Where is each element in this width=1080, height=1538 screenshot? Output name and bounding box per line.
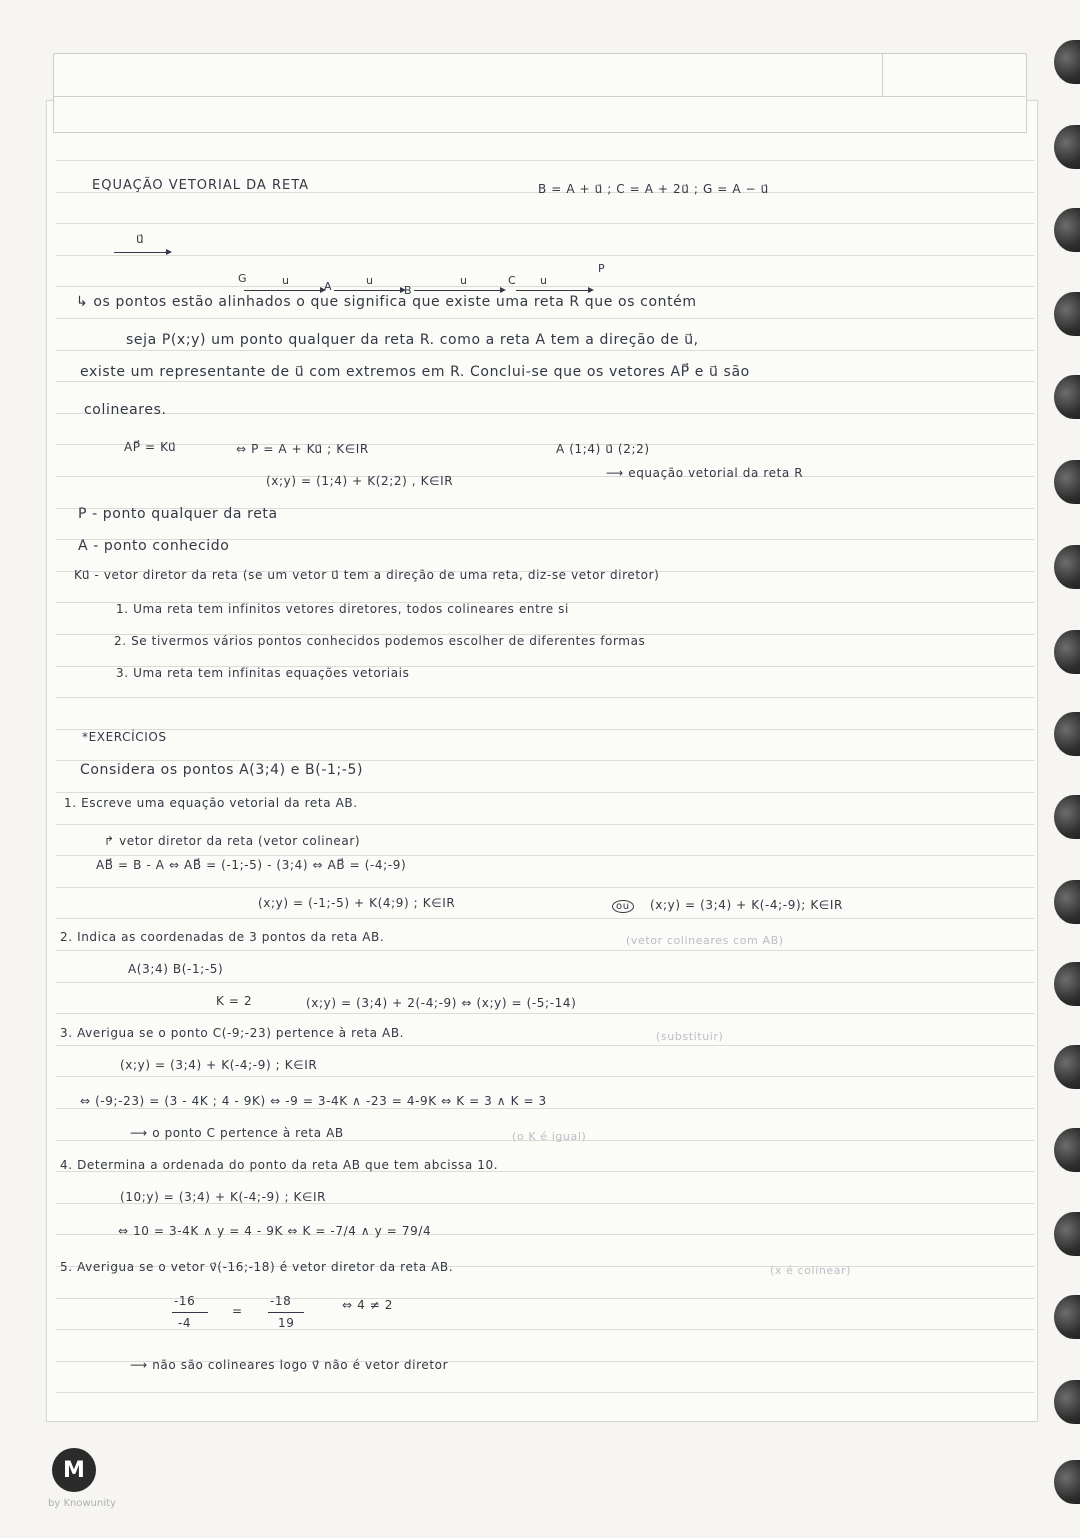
header-divider — [882, 53, 883, 96]
brand-caption: by Knowunity — [48, 1498, 116, 1509]
exercise-3-note: (substituir) — [656, 1030, 724, 1043]
ruled-line — [56, 476, 1034, 477]
brand-logo: M — [52, 1448, 96, 1492]
exercise-5: 5. Averigua se o vetor v⃗(-16;-18) é vetor diretor da reta AB. — [60, 1260, 454, 1274]
binding-ring — [1054, 1295, 1080, 1339]
fraction-1-bar — [172, 1312, 208, 1313]
exercise-2-points: A(3;4) B(-1;-5) — [128, 962, 224, 976]
intro-line-3: existe um representante de u⃗ com extremos em R. Conclui-se que os vetores AP⃗ e u⃗ são — [80, 364, 750, 380]
diagram-arrow-ab — [334, 290, 404, 291]
exercise-4-eq: (10;y) = (3;4) + K(-4;-9) ; K∈IR — [120, 1190, 327, 1204]
binding-ring — [1054, 125, 1080, 169]
exercise-3-conclusion-note: (o K é igual) — [512, 1130, 587, 1143]
binding-ring — [1054, 375, 1080, 419]
ruled-line — [56, 444, 1034, 445]
fraction-equals: = — [232, 1304, 243, 1318]
binding-ring — [1054, 1380, 1080, 1424]
vector-u-label: u⃗ — [136, 232, 145, 246]
exercise-4: 4. Determina a ordenada do ponto da reta AB que tem abcissa 10. — [60, 1158, 499, 1172]
ruled-line — [56, 1076, 1034, 1077]
binding-ring — [1054, 1128, 1080, 1172]
diagram-vec-label-2: u — [366, 274, 373, 287]
point-g-label: G — [238, 272, 247, 285]
def-p: P - ponto qualquer da reta — [78, 506, 278, 522]
fraction-1-numerator: -16 — [174, 1294, 196, 1308]
eq-vector: (x;y) = (1;4) + K(2;2) , K∈IR — [266, 474, 454, 488]
ruled-line — [56, 1013, 1034, 1014]
binding-ring — [1054, 460, 1080, 504]
exercise-5-conclusion: ⟶ não são colineares logo v⃗ não é vetor diretor — [130, 1358, 449, 1372]
ruled-line — [56, 824, 1034, 825]
exercise-5-note: (x é colinear) — [770, 1264, 852, 1277]
ruled-line — [56, 697, 1034, 698]
binding-ring — [1054, 962, 1080, 1006]
exercises-heading: *EXERCÍCIOS — [82, 730, 167, 744]
binding-ring — [1054, 630, 1080, 674]
point-a-label: A — [324, 280, 332, 293]
def-ku: Ku⃗ - vetor diretor da reta (se um vetor u⃗ tem a direção de uma reta, diz-se vetor diretor) — [74, 568, 660, 582]
diagram-vec-label-4: u — [540, 274, 547, 287]
fraction-2-bar — [268, 1312, 304, 1313]
ruled-line — [56, 223, 1034, 224]
diagram-arrow-ga — [244, 290, 324, 291]
exercise-1-eq2: (x;y) = (3;4) + K(-4;-9); K∈IR — [650, 898, 843, 912]
note-1: 1. Uma reta tem infinitos vetores diretores, todos colineares entre si — [116, 602, 569, 616]
exercise-4-calc: ⇔ 10 = 3-4K ∧ y = 4 - 9K ⇔ K = -7/4 ∧ y = 79/4 — [118, 1224, 432, 1238]
binding-ring — [1054, 1212, 1080, 1256]
exercise-3-calc: ⇔ (-9;-23) = (3 - 4K ; 4 - 9K) ⇔ -9 = 3-4K ∧ -23 = 4-9K ⇔ K = 3 ∧ K = 3 — [80, 1094, 547, 1108]
fraction-2-numerator: -18 — [270, 1294, 292, 1308]
diagram-arrow-bc — [414, 290, 504, 291]
eq-given: A (1;4) u⃗ (2;2) — [556, 442, 650, 456]
intro-line-4: colineares. — [84, 402, 167, 418]
ruled-line — [56, 855, 1034, 856]
ruled-line — [56, 160, 1034, 161]
header-line — [53, 96, 1025, 97]
header-box — [53, 53, 1027, 133]
exercise-points: Considera os pontos A(3;4) e B(-1;-5) — [80, 762, 364, 778]
page-title: EQUAÇÃO VETORIAL DA RETA — [92, 178, 310, 193]
point-c-label: C — [508, 274, 516, 287]
ruled-line — [56, 413, 1034, 414]
exercise-2-calc: (x;y) = (3;4) + 2(-4;-9) ⇔ (x;y) = (-5;-14) — [306, 996, 577, 1010]
exercise-3-eq: (x;y) = (3;4) + K(-4;-9) ; K∈IR — [120, 1058, 318, 1072]
exercise-2-note: (vetor colineares com AB) — [626, 934, 784, 947]
exercise-1-note: ↱ vetor diretor da reta (vetor colinear) — [104, 834, 361, 848]
binding-ring — [1054, 712, 1080, 756]
exercise-1-eq1: (x;y) = (-1;-5) + K(4;9) ; K∈IR — [258, 896, 456, 910]
exercise-3: 3. Averigua se o ponto C(-9;-23) pertence à reta AB. — [60, 1026, 405, 1040]
exercise-1-calc: AB⃗ = B - A ⇔ AB⃗ = (-1;-5) - (3;4) ⇔ AB⃗ = (-4;-9) — [96, 858, 407, 872]
eq-p: ⇔ P = A + Ku⃗ ; K∈IR — [236, 442, 369, 456]
exercise-5-calc: ⇔ 4 ≠ 2 — [342, 1298, 394, 1312]
ruled-line — [56, 918, 1034, 919]
ruled-line — [56, 982, 1034, 983]
eq-ap: AP⃗ = Ku⃗ — [124, 440, 177, 454]
exercise-1: 1. Escreve uma equação vetorial da reta AB. — [64, 796, 358, 810]
binding-ring — [1054, 40, 1080, 84]
binding-ring — [1054, 545, 1080, 589]
binding-ring — [1054, 795, 1080, 839]
ruled-line — [56, 318, 1034, 319]
eq-vector-label: ⟶ equação vetorial da reta R — [606, 466, 804, 480]
vector-relations: B = A + u⃗ ; C = A + 2u⃗ ; G = A − u⃗ — [538, 182, 769, 196]
binding-ring — [1054, 292, 1080, 336]
binding-ring — [1054, 1460, 1080, 1504]
intro-line-2: seja P(x;y) um ponto qualquer da reta R. como a reta A tem a direção de u⃗, — [126, 332, 699, 348]
binding-ring — [1054, 880, 1080, 924]
ruled-line — [56, 1392, 1034, 1393]
ruled-line — [56, 1298, 1034, 1299]
binding-ring — [1054, 208, 1080, 252]
note-2: 2. Se tivermos vários pontos conhecidos podemos escolher de diferentes formas — [114, 634, 646, 648]
ruled-line — [56, 350, 1034, 351]
point-b-label: B — [404, 284, 412, 297]
ruled-line — [56, 729, 1034, 730]
ruled-line — [56, 792, 1034, 793]
exercise-2-k: K = 2 — [216, 994, 253, 1008]
exercise-1-ou — [612, 898, 634, 913]
fraction-1-denominator: -4 — [178, 1316, 192, 1330]
fraction-2-denominator: 19 — [278, 1316, 295, 1330]
vector-u-arrow — [114, 252, 170, 253]
diagram-arrow-cp — [516, 290, 592, 291]
binding-ring — [1054, 1045, 1080, 1089]
def-a: A - ponto conhecido — [78, 538, 230, 554]
ruled-line — [56, 1108, 1034, 1109]
exercise-3-conclusion: ⟶ o ponto C pertence à reta AB — [130, 1126, 344, 1140]
diagram-vec-label-3: u — [460, 274, 467, 287]
ruled-line — [56, 1329, 1034, 1330]
note-3: 3. Uma reta tem infinitas equações vetoriais — [116, 666, 410, 680]
ruled-line — [56, 255, 1034, 256]
point-p-label: P — [598, 262, 605, 275]
ruled-line — [56, 887, 1034, 888]
ruled-line — [56, 1045, 1034, 1046]
diagram-vec-label-1: u — [282, 274, 289, 287]
ruled-line — [56, 950, 1034, 951]
intro-line-1: ↳ os pontos estão alinhados o que significa que existe uma reta R que os contém — [76, 294, 697, 310]
exercise-2: 2. Indica as coordenadas de 3 pontos da reta AB. — [60, 930, 385, 944]
ou-circle: ou — [612, 900, 634, 913]
ruled-line — [56, 381, 1034, 382]
